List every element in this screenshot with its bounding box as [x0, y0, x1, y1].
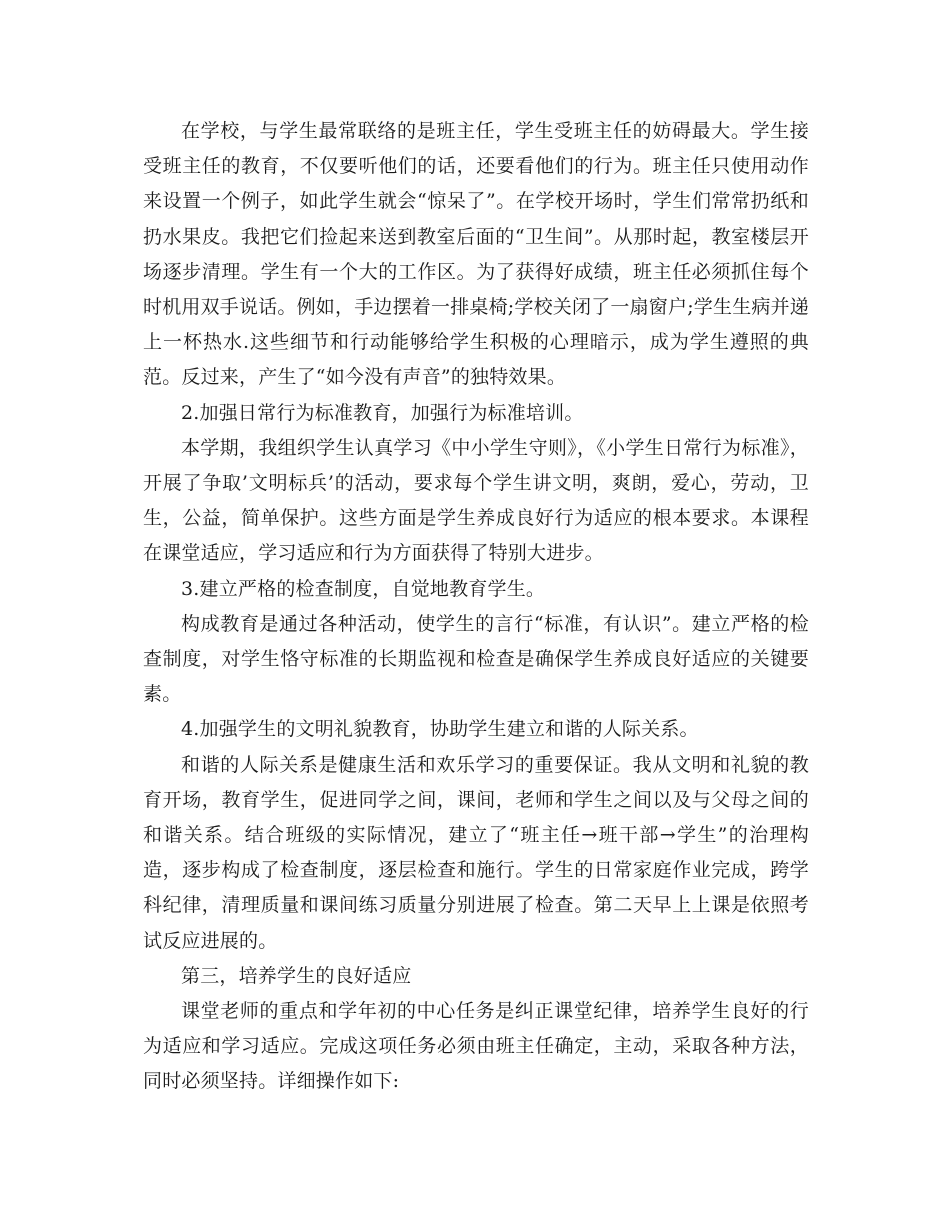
document-body [143, 114, 809, 1100]
heading-behavior-standards-education: 2.加强日常行为标准教育，加强行为标准培训。 [181, 401, 584, 424]
paragraph-harmonious-relationships: 和谐的人际关系是健康生活和欢乐学习的重要保证。我从文明和礼貌的教育开场，教育学生，促进同学之间，课间，老师和学生之间以及与父母之间的和谐关系。结合班级的实际情况，建立了“班主任→班干部→学生”的治理构造，逐步构成了检查制度，逐层检查和施行。学生的日常家庭作业完成，跨学科纪律，清理质量和课间练习质量分别进展了检查。第二天早上上课是依照考试反应进展的。 [143, 753, 809, 952]
paragraph-classroom-discipline: 课堂老师的重点和学年初的中心任务是纠正课堂纪律，培养学生良好的行为适应和学习适应。完成这项任务必须由班主任确定，主动，采取各种方法，同时必须坚持。详细操作如下: [143, 1000, 809, 1093]
heading-civility-and-relationships: 4.加强学生的文明礼貌教育，协助学生建立和谐的人际关系。 [181, 718, 699, 741]
heading-strict-inspection-system: 3.建立严格的检查制度，自觉地教育学生。 [181, 577, 546, 600]
paragraph-civilized-model-activity: 本学期，我组织学生认真学习《中小学生守则》，《小学生日常行为标准》，开展了争取’文明标兵’的活动，要求每个学生讲文明，爽朗，爱心，劳动，卫生，公益，简单保护。这些方面是学生养成良好行为适应的根本要求。本课程在课堂适应，学习适应和行为方面获得了特别大进步。 [143, 436, 809, 565]
paragraph-inspection-education: 构成教育是通过各种活动，使学生的言行“标准，有认识”。建立严格的检查制度，对学生恪守标准的长期监视和检查是确保学生养成良好适应的关键要素。 [143, 612, 809, 706]
paragraph-class-teacher-example: 在学校，与学生最常联络的是班主任，学生受班主任的妨碍最大。学生接受班主任的教育，不仅要听他们的话，还要看他们的行为。班主任只使用动作来设置一个例子，如此学生就会“惊呆了”。在学校开场时，学生们常常扔纸和扔水果皮。我把它们捡起来送到教室后面的“卫生间”。从那时起，教室楼层开场逐步清理。学生有一个大的工作区。为了获得好成绩，班主任必须抓住每个时机用双手说话。例如，手边摆着一排桌椅;学校关闭了一扇窗户;学生生病并递上一杯热水.这些细节和行动能够给学生积极的心理暗示，成为学生遵照的典范。反过来，产生了“如今没有声音”的独特效果。 [143, 120, 810, 389]
heading-third-good-habits: 第三，培养学生的良好适应 [181, 964, 412, 987]
